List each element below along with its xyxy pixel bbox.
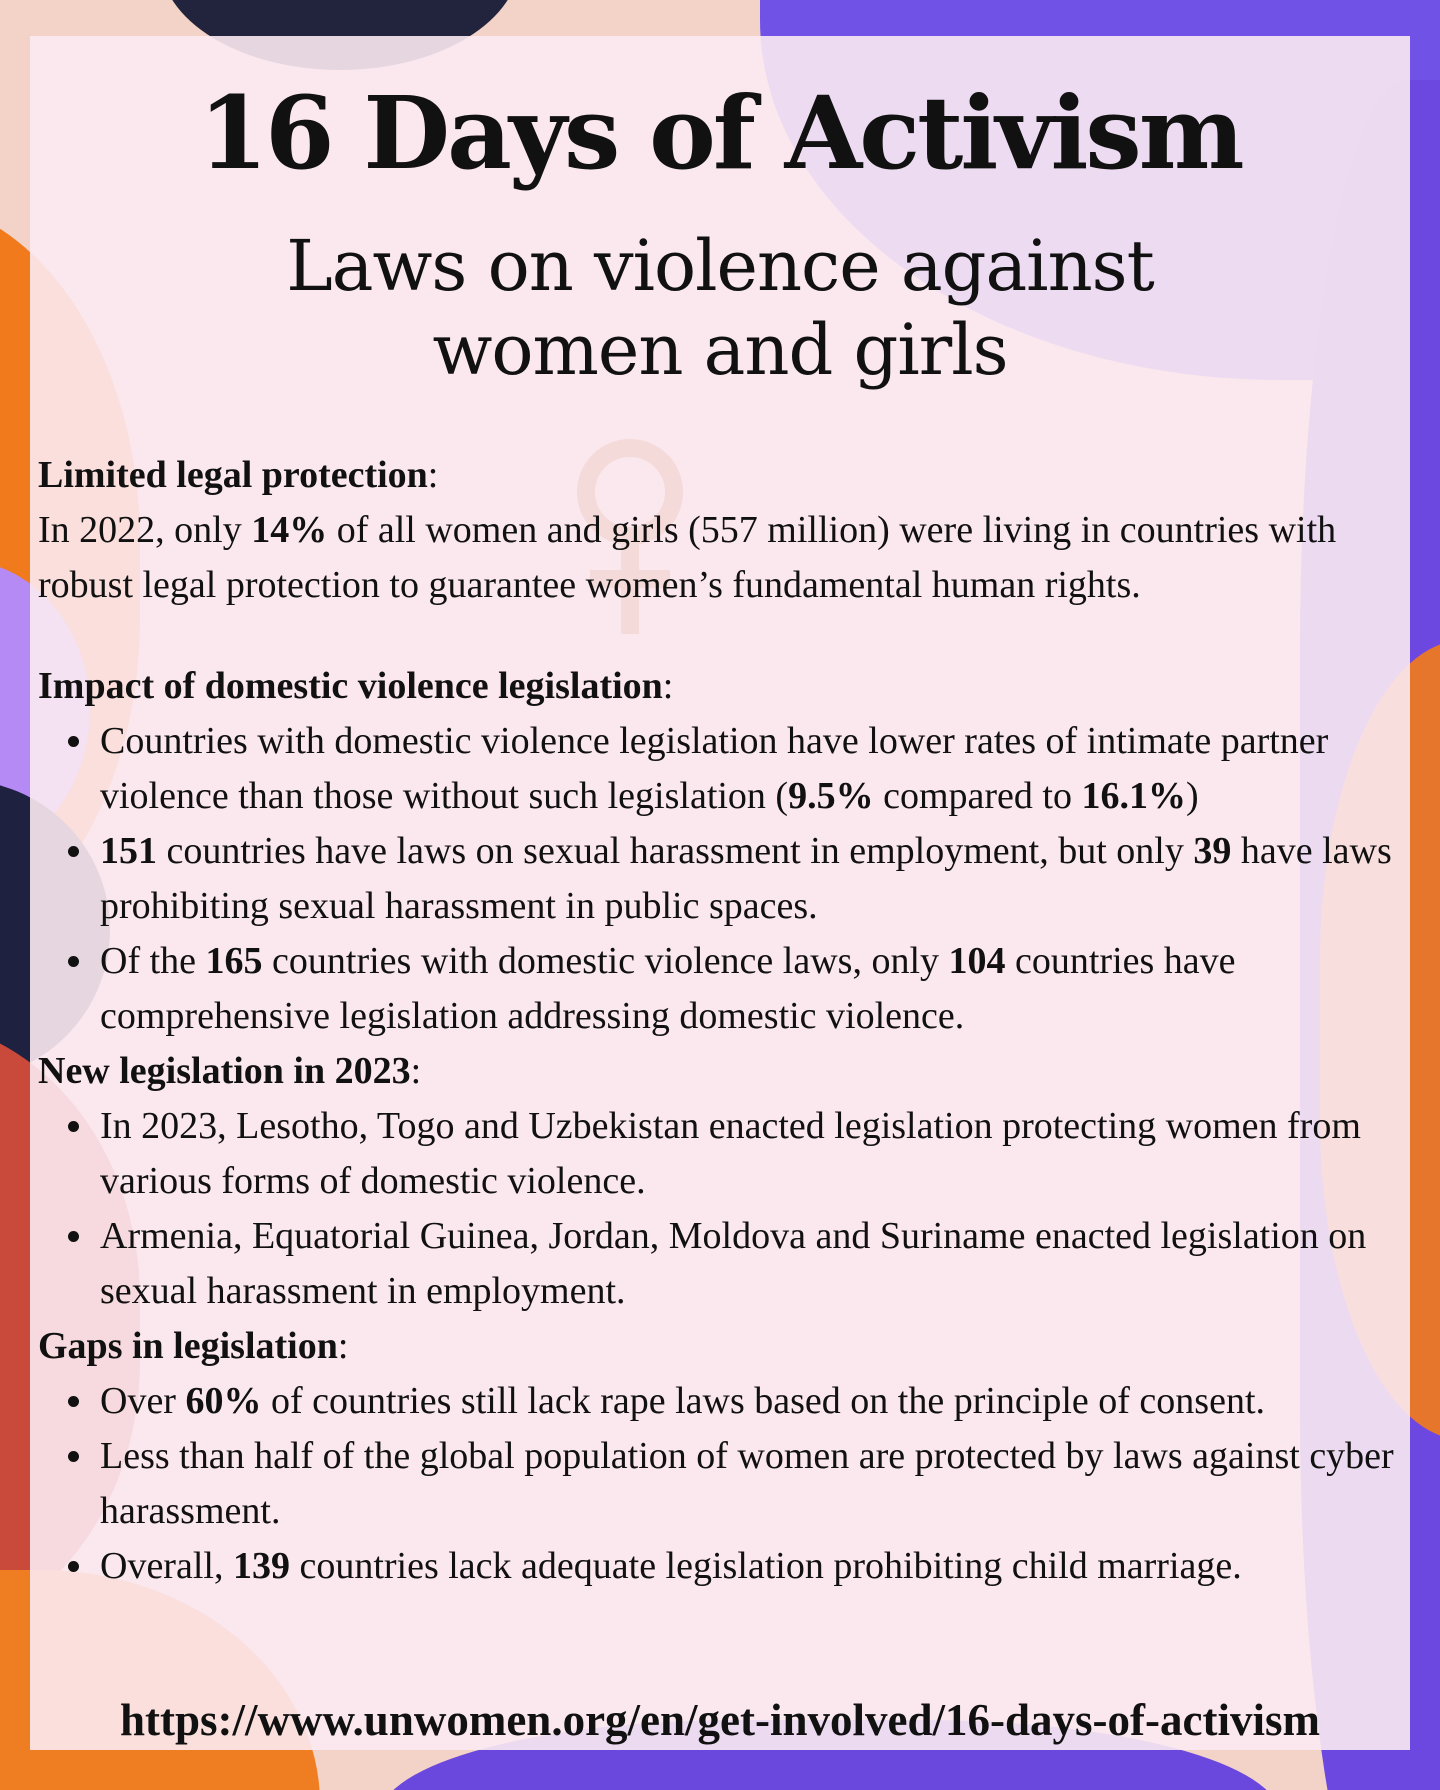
text-run: In 2022, only [38,509,252,551]
list-item [100,934,1398,1044]
heading-colon: : [662,665,674,707]
section-heading-gaps [38,1319,1398,1374]
highlight-figure: 14% [251,509,328,551]
section-heading-new [38,1044,1398,1099]
text-run: countries have comprehensive legislation addressing domestic violence. [100,940,1236,1037]
highlight-figure: 151 [100,830,157,872]
paragraph-limited-protection [38,503,1398,613]
text-run: countries with domestic violence laws, only [262,940,949,982]
text-run: compared to [873,775,1082,817]
page-title: 16 Days of Activism [198,74,1242,192]
list-item [100,1099,1398,1209]
text-run: Of the [100,940,206,982]
list-item [100,1374,1398,1429]
page-subtitle [30,224,1410,392]
gaps-list [38,1374,1398,1594]
text-run: countries lack adequate legislation prohibiting child marriage. [289,1545,1242,1587]
text-run: of all women and girls (557 million) were living in countries with robust legal protection to guarantee women’s fundamental human rights. [38,509,1337,606]
subtitle-line-1: Laws on violence against [286,225,1154,307]
text-run: have laws prohibiting sexual harassment in public spaces. [100,830,1392,927]
text-run: ) [1185,775,1199,817]
content [30,36,1410,1750]
highlight-figure: 60% [185,1380,262,1422]
highlight-figure: 39 [1193,830,1232,872]
text-run: Overall, [100,1545,233,1587]
heading-text: New legislation in 2023 [38,1050,411,1092]
heading-colon: : [410,1050,422,1092]
heading-colon: : [427,454,439,496]
section-spacer [38,613,1398,659]
text-run: Countries with domestic violence legislation have lower rates of intimate partner violence than those without such legislation ( [100,720,1329,817]
heading-text: Gaps in legislation [38,1325,338,1367]
text-run: countries have laws on sexual harassment in employment, but only [157,830,1194,872]
list-item [100,1539,1398,1594]
body-text [38,448,1398,1594]
heading-text: Impact of domestic violence legislation [38,665,663,707]
highlight-figure: 16.1% [1081,775,1186,817]
text-run: Armenia, Equatorial Guinea, Jordan, Moldova and Suriname enacted legislation on sexual harassment in employment. [100,1215,1367,1312]
list-item [100,1209,1398,1319]
highlight-figure: 139 [232,1545,290,1587]
heading-colon: : [337,1325,349,1367]
subtitle-line-2: women and girls [432,309,1008,391]
highlight-figure: 104 [948,940,1006,982]
impact-list [38,714,1398,1044]
text-run: Less than half of the global population of women are protected by laws against cyber harassment. [100,1435,1394,1532]
list-item [100,1429,1398,1539]
text-run: In 2023, Lesotho, Togo and Uzbekistan enacted legislation protecting women from various forms of domestic violence. [100,1105,1361,1202]
list-item [100,714,1398,824]
text-run: of countries still lack rape laws based on the principle of consent. [261,1380,1265,1422]
highlight-figure: 165 [205,940,263,982]
section-heading-limited [38,448,1398,503]
list-item [100,824,1398,934]
heading-text: Limited legal protection [38,454,428,496]
highlight-figure: 9.5% [788,775,874,817]
source-link[interactable]: https://www.unwomen.org/en/get-involved/16-days-of-activism [120,1695,1320,1745]
new-legislation-list [38,1099,1398,1319]
text-run: Over [100,1380,186,1422]
section-heading-impact [38,659,1398,714]
